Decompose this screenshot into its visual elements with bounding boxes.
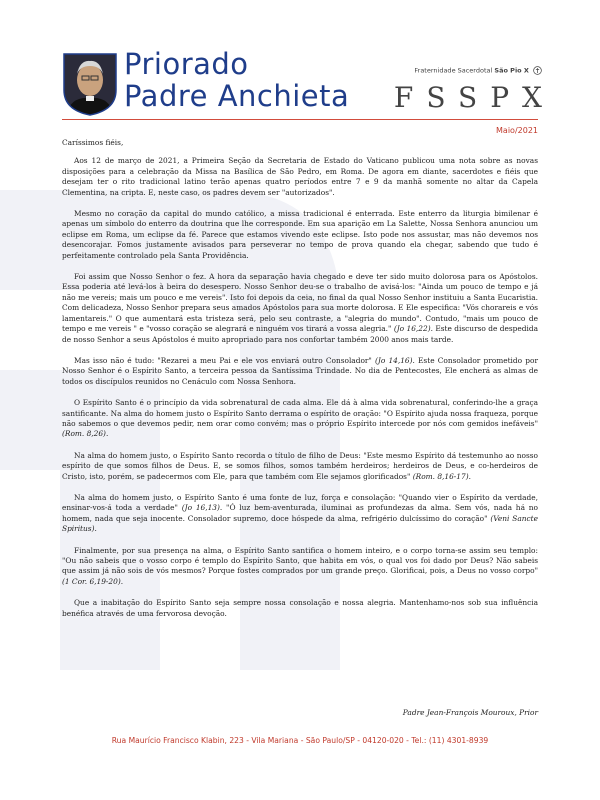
seal-icon <box>533 66 542 75</box>
citation: (Veni Sancte Spiritus). <box>62 513 538 534</box>
fsspx-logo: FSSPX <box>393 81 555 114</box>
footer-address: Rua Maurício Francisco Klabin, 223 - Vila Mariana - São Paulo/SP - 04120-020 - Tel.: (11) 4301-8939 <box>111 736 489 745</box>
letterhead <box>62 47 555 118</box>
greeting: Caríssimos fiéis, <box>62 138 124 147</box>
citation: (Rom. 8,16-17). <box>412 471 471 481</box>
paragraph-text: Na alma do homem justo, o Espírito Santo recorda o título de filho de Deus: "Este mesmo Espírito dá testemunho ao nosso espírito de que somos filhos de Deus. E, se somos filhos, somos também herdeiros; herdeiros de Deus, e co-herdeiros de Cristo, isto, porém, se padecermos com Ele, para que também com Ele sejamos glorificados" <box>62 450 538 481</box>
priest-portrait-icon <box>62 52 118 116</box>
header-rule <box>62 119 538 120</box>
paragraph-text: Foi assim que Nosso Senhor o fez. A hora da separação havia chegado e deve ter sido muito dolorosa para os Apóstolos. Essa poderia até levá-los à beira do desespero. Nosso Senhor deu-se o trabalho de avisá-los: "Ainda um pouco de tempo e já não me vereis; mais um pouco e me vereis". Isto foi depois da ceia, no final da qual Nosso Senhor instituiu a Santa Eucaristia. Com delicadeza, Nosso Senhor prepara seus amados Apóstolos para sua morte dolorosa. E Ele especifica: "Vós chorareis e vós lamentareis." O que aumentará esta tristeza será, pelo seu contraste, a "alegria do mundo". Contudo, "mais um pouco de tempo e me vereis " e "vosso coração se alegrará e ninguém vos tirará a vossa alegria." <box>62 272 538 334</box>
signature: Padre Jean-François Mouroux, Prior <box>402 708 538 717</box>
paragraph-text: Mas isso não é tudo: "Rezarei a meu Pai e ele vos enviará outro Consolador" <box>74 355 372 365</box>
paragraph <box>62 493 538 535</box>
paragraph-text: "Ó luz bem-aventurada, iluminai as profundezas da alma. Sem vós, nada há no homem, nada que seja inocente. Consolador supremo, doce hóspede da alma, refrigério dulcíssimo do coração" <box>62 503 538 523</box>
org-prefix: Fraternidade Sacerdotal <box>414 66 493 75</box>
letter-body <box>62 138 538 630</box>
citation: (Jo 16,13). <box>181 503 223 513</box>
org-line <box>394 66 542 75</box>
paragraph <box>62 546 538 588</box>
paragraph-text: Na alma do homem justo, o Espírito Santo é uma fonte de luz, força e consolação: "Quando vier o Espírito da verdade, ensinar-vos-á toda a verdade" <box>62 492 538 513</box>
title-line-2: Padre Anchieta <box>124 79 350 113</box>
paragraph <box>62 398 538 440</box>
paragraph <box>62 451 538 482</box>
priory-title <box>124 48 349 112</box>
paragraph: Que a inabitação do Espírito Santo seja sempre nossa consolação e nossa alegria. Mantenhamo-nos sob sua influência benéfica através de uma fervorosa devoção. <box>62 598 538 618</box>
paragraph-text: Este Consolador prometido por Nosso Senhor é o Espírito Santo, a terceira pessoa da Santíssima Trindade. No dia de Pentecostes, Ele encherá as almas de todos os discípulos reunidos no Cenáculo com Nossa Senhora. <box>62 355 538 386</box>
citation: (Rom. 8,26). <box>62 429 109 439</box>
citation: (Jo 16,22). <box>393 324 433 334</box>
org-name: São Pio X <box>494 66 529 75</box>
paragraph-text: O Espírito Santo é o princípio da vida sobrenatural de cada alma. Ele dá à alma vida sobrenatural, conferindo-lhe a graça santificante. Na alma do homem justo o Espírito Santo derrama o espírito de oração: "O Espírito ajuda nossa fraqueza, porque não sabemos o que devemos pedir, nem orar como convém; mas o próprio Espírito intercede por nós com gemidos inefáveis" <box>62 398 538 428</box>
paragraph <box>62 356 538 387</box>
citation: (Jo 14,16). <box>375 355 415 365</box>
paragraph-text: Este discurso de despedida de nosso Senhor a seus Apóstolos é muito apropriado para nos confortar também 2000 anos mais tarde. <box>62 324 538 344</box>
paragraph <box>62 272 538 345</box>
title-line-1: Priorado <box>124 47 249 81</box>
fsspx-block <box>393 66 555 114</box>
letter-date: Maio/2021 <box>496 126 538 135</box>
paragraph-text: Finalmente, por sua presença na alma, o Espírito Santo santifica o homem inteiro, e o corpo torna-se assim seu templo: "Ou não sabeis que o vosso corpo é templo do Espírito Santo, que habita em vós, o qual vos foi dado por Deus? Não sabeis que assim já não sois de vós mesmos? Porque fostes comprados por um grande preço. Glorificai, pois, a Deus no vosso corpo" <box>62 545 538 576</box>
paragraph: Aos 12 de março de 2021, a Primeira Seção da Secretaria de Estado do Vaticano publicou uma nota sobre as novas disposições para a celebração da Missa na Basílica de São Pedro, em Roma. De agora em diante, sacerdotes e fiéis que desejam ter o rito tradicional latino terão apenas quatro períodos entre 7 e 9 da manhã somente no altar da Capela Clementina, na cripta. E, neste caso, os padres devem ser "autorizados". <box>62 156 538 197</box>
citation: (1 Cor. 6,19-20). <box>62 576 124 586</box>
paragraph: Mesmo no coração da capital do mundo católico, a missa tradicional é enterrada. Este enterro da liturgia bimilenar é apenas um símbolo do enterro da doutrina que lhe corresponde. Em sua aparição em La Salette, Nossa Senhora anunciou um eclipse em Roma, um eclipse da fé. Parece que estamos vivendo este eclipse. Isto pode nos assustar, mas não devemos nos desencorajar. Fomos justamente avisados para perseverar no tempo de prova quando ela chegar, sabendo que tudo é perfeitamente controlado pela Santa Providência. <box>62 209 538 260</box>
